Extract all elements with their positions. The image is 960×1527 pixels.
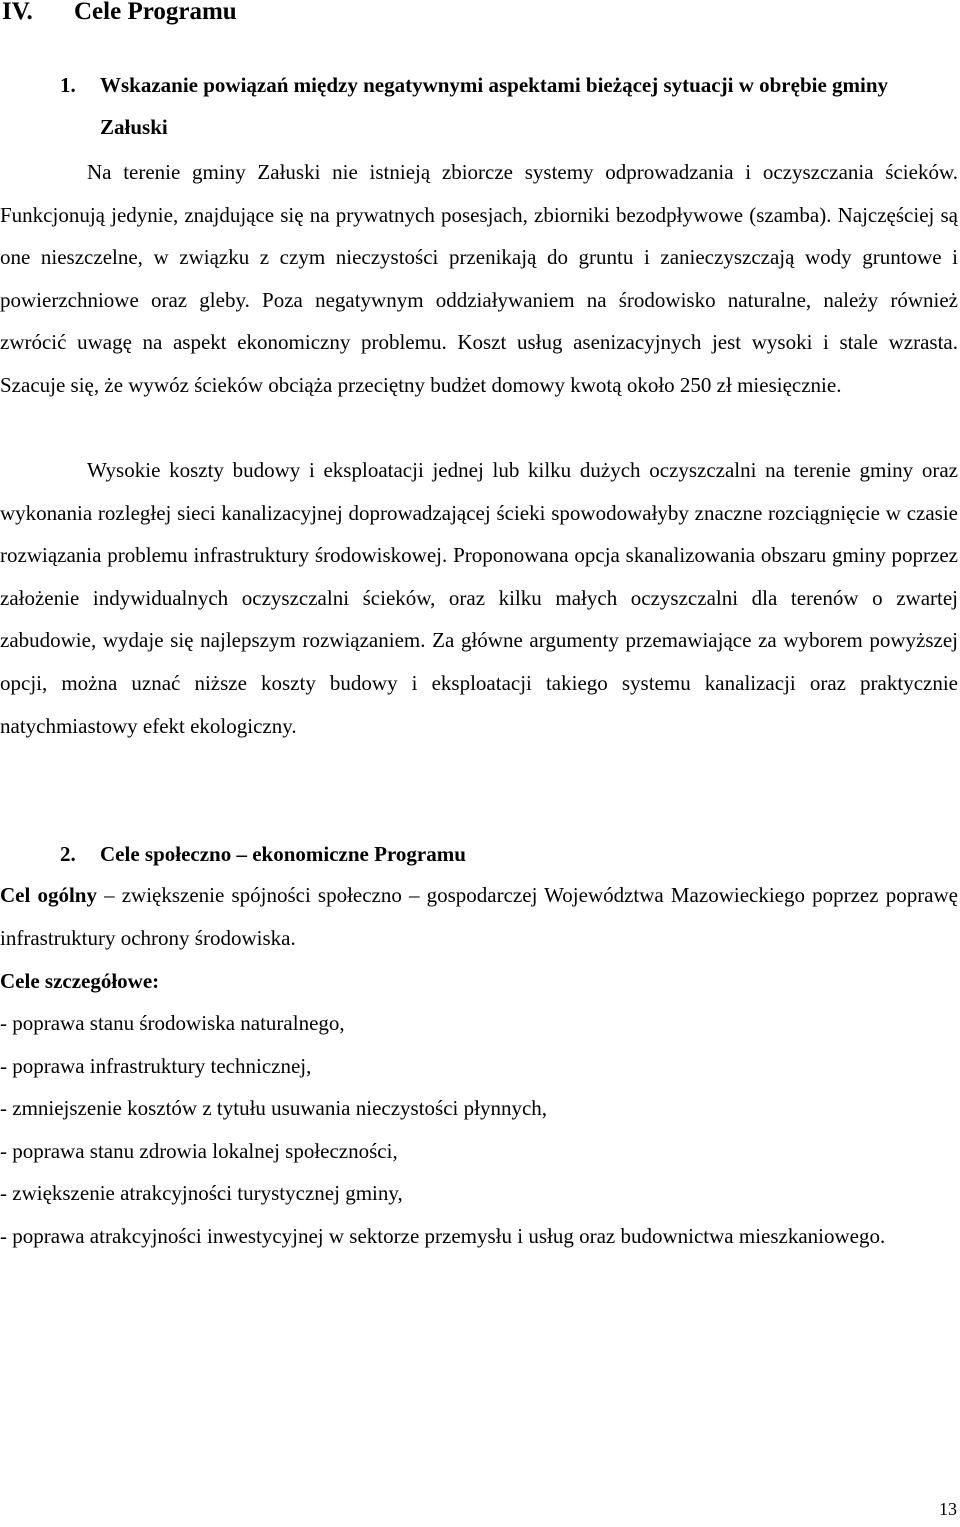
specific-goals-list — [0, 1002, 958, 1257]
list-item: - poprawa infrastruktury technicznej, — [0, 1053, 312, 1078]
page-number: 13 — [939, 1499, 957, 1519]
section-1-number: 1. — [60, 73, 76, 97]
list-item: - poprawa stanu środowiska naturalnego, — [0, 1011, 345, 1035]
section-2-heading — [60, 833, 466, 875]
chapter-number: IV. — [2, 0, 33, 25]
section-1-paragraph-2: Wysokie koszty budowy i eksploatacji jednej lub kilku dużych oczyszczalni na terenie gminy oraz wykonania rozległej sieci kanalizacyjnej doprowadzającej ścieki spowodowałyby znaczne rozciągnięcie w czasie rozwiązania problemu infrastruktury środowiskowej. Proponowana opcja skanalizowania obszaru gminy poprzez założenie indywidualnych oczyszczalni ścieków, oraz kilku małych oczyszczalni dla terenów o zwartej zabudowie, wydaje się najlepszym rozwiązaniem. Za główne argumenty przemawiające za wyborem powyższej opcji, można uznać niższe koszty budowy i eksploatacji takiego systemu kanalizacji oraz praktycznie natychmiastowy efekt ekologiczny. — [0, 458, 958, 738]
list-item: - zmniejszenie kosztów z tytułu usuwania nieczystości płynnych, — [0, 1096, 548, 1120]
section-1-heading — [60, 64, 940, 148]
section-2-number: 2. — [60, 842, 76, 866]
general-goal-text: – zwiększenie spójności społeczno – gospodarczej Województwa Mazowieckiego poprzez poprawę infrastruktury ochrony środowiska. — [0, 883, 958, 950]
chapter-title — [2, 0, 237, 28]
specific-goals-heading: Cele szczegółowe: — [0, 969, 160, 993]
general-goal-paragraph — [0, 874, 958, 959]
section-2-title: Cele społeczno – ekonomiczne Programu — [100, 842, 466, 866]
general-goal-label: Cel ogólny — [0, 883, 97, 907]
list-item: - poprawa atrakcyjności inwestycyjnej w sektorze przemysłu i usług oraz budownictwa mieszkaniowego. — [0, 1223, 886, 1248]
list-item: - poprawa stanu zdrowia lokalnej społeczności, — [0, 1138, 398, 1163]
section-1-paragraph-1: Na terenie gminy Załuski nie istnieją zbiorcze systemy odprowadzania i oczyszczania ścieków. Funkcjonują jedynie, znajdujące się na prywatnych posesjach, zbiorniki bezodpływowe (szamba). Najczęściej są one nieszczelne, w związku z czym nieczystości przenikają do gruntu i zanieczyszczają wody gruntowe i powierzchniowe oraz gleby. Poza negatywnym oddziaływaniem na środowisko naturalne, należy również zwrócić uwagę na aspekt ekonomiczny problemu. Koszt usług asenizacyjnych jest wysoki i stale wzrasta. Szacuje się, że wywóz ścieków obciąża przeciętny budżet domowy kwotą około 250 zł miesięcznie. — [0, 160, 958, 397]
chapter-title-text: Cele Programu — [74, 0, 237, 25]
list-item: - zwiększenie atrakcyjności turystycznej gminy, — [0, 1181, 403, 1205]
section-1-title: Wskazanie powiązań między negatywnymi aspektami bieżącej sytuacji w obrębie gminy Załuski — [100, 73, 889, 139]
